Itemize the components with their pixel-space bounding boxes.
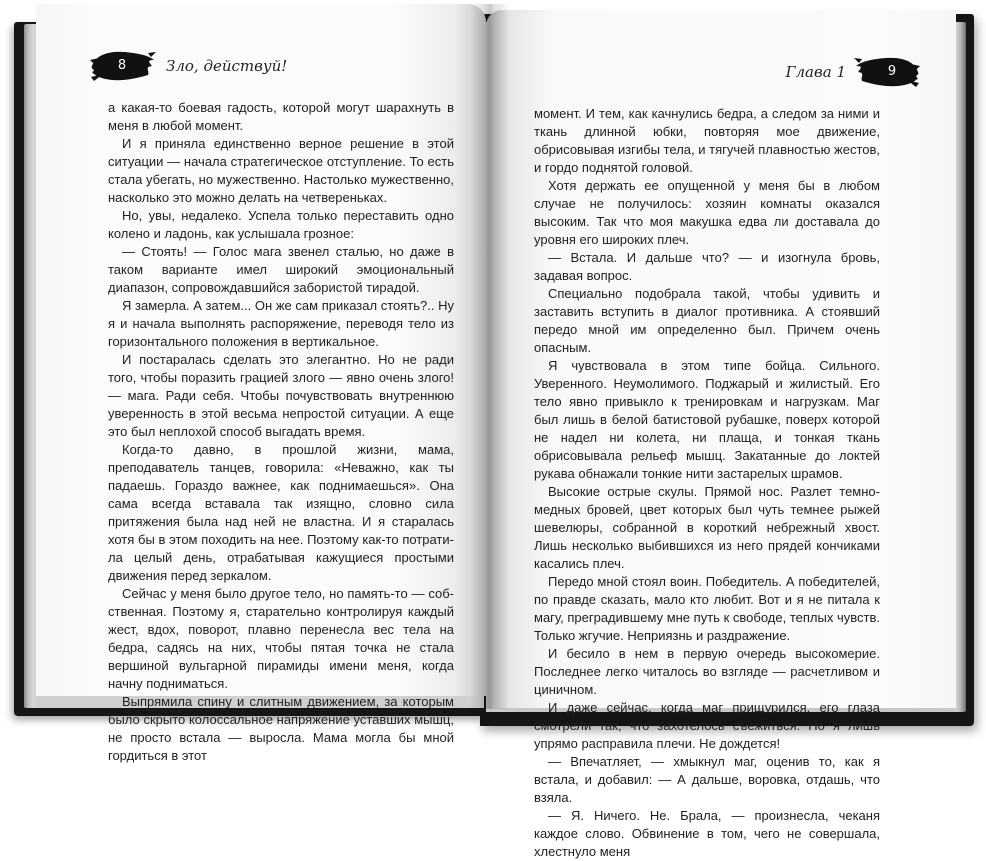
paragraph: Высокие острые скулы. Прямой нос. Разлет темно-медных бровей, цвет которых был чуть темнее рыжей шевелюры, собранной в короткий небрежный хвост. Лишь несколько выбившихся из него прядей кончиками касались плеч. — [534, 484, 880, 571]
right-page — [486, 10, 956, 859]
paragraph: Передо мной стоял воин. Победитель. А победителей, по правде сказать, мало кто любит. Вот и я не питала к магу, преградившему мне путь к свободе, теплых чувств. Только жгучие. Неприязнь и раздражение. — [534, 574, 880, 643]
paragraph: И бесило в нем в первую очередь высокомерие. Последнее легко читалось во взгляде — расчетливом и циничном. — [534, 646, 880, 697]
paragraph: И постаралась сделать это элегантно. Но не ради того, чтобы поразить грацией злого — явно очень злого! — мага. Ради себя. Чтобы почувствовать внутреннюю уверенность в этой весьма непростой ситуации. А еще это был неплохой способ выгадать время. — [108, 352, 454, 439]
paragraph: — Стоять! — Голос мага звенел сталью, но даже в таком варианте имел широкий эмоциональный диапазон, сопровождавшийся забористой тирадой. — [108, 244, 454, 295]
left-page-body — [108, 99, 454, 765]
paragraph: Я замерла. А затем... Он же сам приказал стоять?.. Ну я и начала выполнять распоряжение, переводя тело из горизонтального положения в вертикальное. — [108, 298, 454, 349]
running-head-chapter: Глава 1 — [785, 63, 846, 81]
left-page-header — [88, 48, 318, 88]
paragraph: Когда-то давно, в прошлой жизни, мама, преподаватель танцев, говорила: «Неважно, как ты падаешь. Гораздо важнее, как поднимаешься». Она сама всегда вставала так изящно, словно сила притяжения была над ней не властна. И я старалась хотя бы в этом походить на нее. Поэтому как-то потратила целый день, отрабатывая кажущиеся простыми движения перед зеркалом. — [108, 442, 454, 583]
paragraph: Выпрямила спину и слитным движением, за которым было скрыто колоссальное напряжение уставших мышц, не просто встала — выросла. Мама могла бы мной гордиться в этот — [108, 694, 454, 763]
page-number-right: 9 — [887, 64, 897, 79]
running-head-book-title: Зло, действуй! — [166, 57, 288, 75]
right-page-body — [534, 105, 880, 861]
paragraph: Хотя держать ее опущенной у меня бы в любом случае не получилось: хозяин комнаты оказался высоким. Так что моя макушка едва ли доставала до уровня его широких плеч. — [534, 178, 880, 247]
right-page-header — [782, 54, 922, 94]
paragraph: Сейчас у меня было другое тело, но память-то — собственная. Поэтому я, старательно контролируя каждый жест, вдох, поворот, плавно перенесла вес тела на бедра, садясь на них, чтобы пятая точка не стала вершиной вульгарной пирамиды имени меня, когда начну подниматься. — [108, 586, 454, 691]
paragraph: момент. И тем, как качнулись бедра, а следом за ними и ткань длинной юбки, повторяя мое движение, обрисовывая изгибы тела, и тягучей плавностью жестов, и гордо поднятой головой. — [534, 106, 880, 175]
paragraph: Специально подобрала такой, чтобы удивить и заставить вступить в диалог противника. А стоявший передо мной им определенно был. Причем очень опасным. — [534, 286, 880, 355]
paragraph: — Я. Ничего. Не. Брала, — произнесла, чеканя каждое слово. Обвинение в том, чего не совершала, хлестнуло меня — [534, 808, 880, 859]
paragraph: И даже сейчас, когда маг прищурился, его глаза смотрели так, что захотелось съежиться. Но я лишь упрямо расправила плечи. Не дождется! — [534, 700, 880, 751]
page-number-left: 8 — [117, 58, 127, 73]
paragraph: И я приняла единственно верное решение в этой ситуации — начала стратегическое отступление. То есть стала убегать, но мужественно. Настолько мужественно, насколько это можно делать на четвереньках. — [108, 136, 454, 205]
paragraph: Но, увы, недалеко. Успела только переставить одно колено и ладонь, как услышала грозное: — [108, 208, 454, 241]
left-page — [36, 4, 486, 763]
paragraph: — Встала. И дальше что? — и изогнула бровь, задавая вопрос. — [534, 250, 880, 283]
paragraph: Я чувствовала в этом типе бойца. Сильного. Уверенного. Неумолимого. Поджарый и жилистый. Его тело явно привыкло к тренировкам и нагрузкам. Маг был лишь в белой батистовой рубашке, поверх которой не надел ни колета, ни плаща, и тонкая ткань обрисовывала рельеф мышц. Закатанные до локтей рукава обнажали тонкие нити застарелых шрамов. — [534, 358, 880, 481]
paragraph: а какая-то боевая гадость, которой могут шарахнуть в меня в любой момент. — [108, 100, 454, 133]
paragraph: — Впечатляет, — хмыкнул маг, оценив то, как я встала, и добавил: — А дальше, воровка, отдашь, что взяла. — [534, 754, 880, 805]
